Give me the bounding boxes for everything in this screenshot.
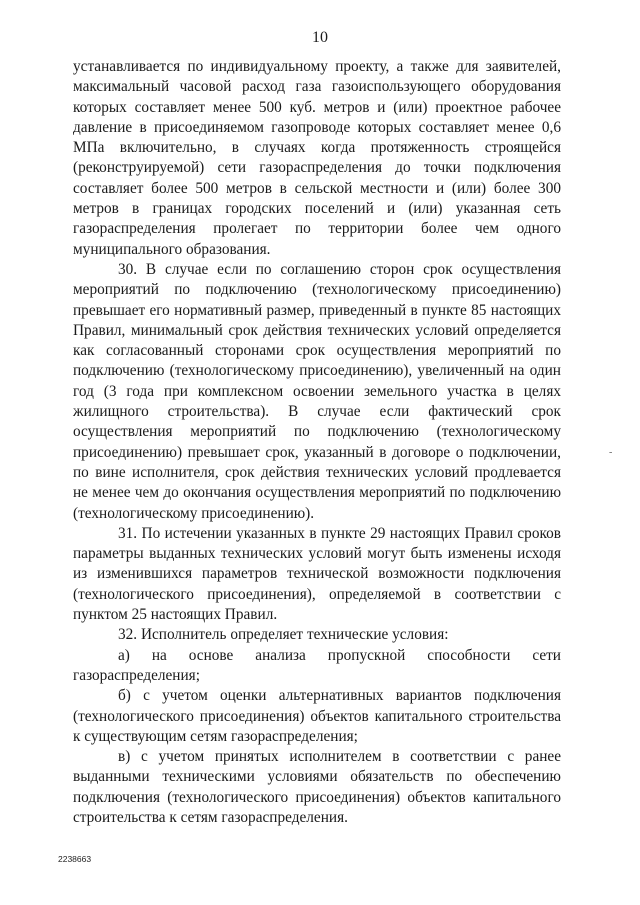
document-code: 2238663	[58, 854, 92, 864]
subitem-b: б) с учетом оценки альтернативных вариантов подключения (технологического присоединения) объектов капитального строительства к существующим сетям газораспределения;	[73, 687, 561, 745]
paragraph-continuation: устанавливается по индивидуальному проекту, а также для заявителей, максимальный часовой расход газа газоиспользующего оборудования которых составляет менее 500 куб. метров и (или) проектное рабочее давление в присоединяемом газопроводе которых составляет менее 0,6 МПа включительно, в случаях когда протяженность строящейся (реконструируемой) сети газораспределения до точки подключения составляет более 500 метров в сельской местности и (или) более 300 метров в границах городских поселений и (или) указанная сеть газораспределения пролегает по территории более чем одного муниципального образования.	[73, 58, 561, 258]
margin-mark: -	[609, 447, 613, 458]
page-number: 10	[312, 29, 328, 46]
subitem-v: в) с учетом принятых исполнителем в соответствии с ранее выданными техническими условиями обязательств по обеспечению подключения (технологического присоединения) объектов капитального строительства к сетям газораспределения.	[73, 748, 561, 826]
paragraph-31: 31. По истечении указанных в пункте 29 настоящих Правил сроков параметры выданных технических условий могут быть изменены исходя из изменившихся параметров технической возможности подключения (технологического присоединения), определяемой в соответствии с пунктом 25 настоящих Правил.	[73, 524, 561, 624]
paragraph-32: 32. Исполнитель определяет технические условия:	[118, 626, 449, 644]
paragraph-30: 30. В случае если по соглашению сторон срок осуществления мероприятий по подключению (технологическому присоединению) превышает его нормативный размер, приведенный в пункте 85 настоящих Правил, минимальный срок действия технических условий определяется как согласованный сторонами срок осуществления мероприятий по подключению (технологическому присоединению), увеличенный на один год (3 года при комплексном освоении земельного участка в целях жилищного строительства). В случае если фактический срок осуществления мероприятий по подключению (технологическому присоединению) превышает срок, указанный в договоре о подключении, по вине исполнителя, срок действия технических условий продлевается не менее чем до окончания осуществления мероприятий по подключению (технологическому присоединению).	[73, 260, 561, 522]
subitem-a: а) на основе анализа пропускной способности сети газораспределения;	[73, 646, 561, 684]
document-body	[73, 57, 561, 828]
